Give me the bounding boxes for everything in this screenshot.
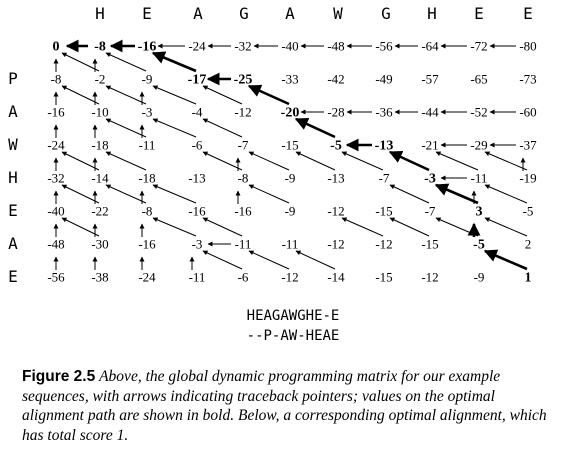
- diagonal-arrow-icon: [436, 185, 478, 203]
- score-cell: 1: [524, 270, 532, 286]
- score-cell: -80: [519, 38, 537, 54]
- x-seq-letter: E: [142, 4, 152, 23]
- diagonal-arrow-icon: [62, 185, 99, 203]
- diagonal-arrow-icon: [249, 185, 289, 203]
- score-cell: -24: [138, 269, 156, 285]
- diagonal-arrow-icon: [485, 185, 527, 203]
- x-seq-letter: G: [381, 4, 391, 23]
- diagonal-arrow-icon: [62, 86, 99, 104]
- score-cell: -30: [91, 236, 109, 252]
- diagonal-arrow-icon: [106, 119, 146, 137]
- score-cell: -65: [470, 71, 488, 87]
- score-cell: -13: [374, 138, 394, 154]
- y-seq-letter: A: [8, 234, 18, 253]
- score-cell: -42: [327, 71, 345, 87]
- score-cell: -16: [47, 104, 65, 120]
- figure-caption: [22, 367, 556, 445]
- score-cell: -40: [47, 203, 65, 219]
- score-cell: -32: [234, 38, 252, 54]
- diagonal-arrow-icon: [390, 152, 429, 170]
- diagonal-arrow-icon: [390, 218, 429, 236]
- score-cell: -56: [47, 269, 65, 285]
- score-cell: -12: [327, 203, 345, 219]
- diagonal-arrow-icon: [153, 53, 196, 71]
- score-cell: -19: [519, 170, 537, 186]
- score-cell: -3: [424, 171, 436, 187]
- diagonal-arrow-icon: [390, 185, 429, 203]
- x-seq-letter: G: [239, 4, 249, 23]
- score-cell: -6: [237, 269, 249, 285]
- y-seq-letter: W: [8, 135, 18, 154]
- score-cell: -12: [375, 236, 393, 252]
- score-cell: -11: [470, 170, 488, 186]
- score-cell: -12: [234, 104, 252, 120]
- score-cell: -16: [234, 203, 252, 219]
- score-cell: -3: [141, 104, 153, 120]
- diagonal-arrow-icon: [296, 251, 335, 269]
- score-cell: -11: [188, 269, 206, 285]
- y-seq-letter: E: [8, 201, 18, 220]
- diagonal-arrow-icon: [153, 218, 196, 236]
- diagonal-arrow-icon: [436, 218, 478, 236]
- score-cell: -10: [91, 104, 109, 120]
- diagonal-arrow-icon: [203, 218, 242, 236]
- score-cell: 0: [52, 39, 60, 55]
- optimal-alignment: [0, 306, 576, 346]
- score-cell: -3: [191, 236, 203, 252]
- diagonal-arrow-icon: [203, 119, 242, 137]
- diagonal-arrow-icon: [203, 86, 242, 104]
- diagonal-arrow-icon: [106, 86, 146, 104]
- score-cells: [47, 39, 537, 286]
- score-cell: -14: [91, 170, 109, 186]
- score-cell: -25: [233, 72, 253, 88]
- score-cell: -52: [470, 104, 488, 120]
- figure-label: Figure 2.5: [22, 368, 96, 385]
- alignment-line-2: --P-AW-HEAE: [246, 328, 340, 344]
- score-cell: -8: [237, 170, 249, 186]
- score-cell: -5: [522, 203, 534, 219]
- x-seq-letter: E: [523, 4, 533, 23]
- score-cell: -32: [47, 170, 65, 186]
- x-seq-letter: E: [474, 4, 484, 23]
- score-cell: -16: [138, 236, 156, 252]
- score-cell: -13: [188, 170, 206, 186]
- score-cell: -72: [470, 38, 488, 54]
- score-cell: -8: [141, 203, 153, 219]
- y-seq-letter: H: [8, 168, 18, 187]
- diagonal-arrow-icon: [62, 53, 99, 71]
- score-cell: -21: [421, 137, 439, 153]
- caption-text: Above, the global dynamic programming matrix for our example sequences, with arrows indicating traceback pointers; values on the optimal alignment path are shown in bold. Below, a corresponding optimal alignment, which has total score 1.: [22, 368, 547, 444]
- score-cell: -16: [188, 203, 206, 219]
- score-cell: -73: [519, 71, 537, 87]
- score-cell: -18: [91, 137, 109, 153]
- score-cell: -15: [375, 203, 393, 219]
- y-sequence-header: [8, 69, 18, 286]
- diagonal-arrow-icon: [153, 119, 196, 137]
- score-cell: -24: [47, 137, 65, 153]
- score-cell: -8: [50, 71, 62, 87]
- score-cell: -33: [281, 71, 299, 87]
- score-cell: -38: [91, 269, 109, 285]
- y-seq-letter: P: [8, 69, 18, 88]
- diagonal-arrow-icon: [106, 53, 146, 71]
- diagonal-arrow-icon: [62, 218, 99, 236]
- score-cell: -29: [470, 137, 488, 153]
- score-cell: -48: [47, 236, 65, 252]
- score-cell: -37: [519, 137, 537, 153]
- score-cell: -5: [330, 138, 342, 154]
- x-seq-letter: A: [285, 4, 295, 23]
- score-cell: -6: [191, 137, 203, 153]
- score-cell: 2: [524, 236, 532, 252]
- diagonal-arrow-icon: [203, 251, 242, 269]
- score-cell: -15: [375, 269, 393, 285]
- score-cell: -11: [234, 236, 252, 252]
- score-cell: -7: [378, 170, 390, 186]
- x-seq-letter: H: [95, 4, 105, 23]
- x-seq-letter: W: [333, 4, 343, 23]
- diagonal-arrow-icon: [203, 152, 242, 170]
- score-cell: -13: [327, 170, 345, 186]
- score-cell: -60: [519, 104, 537, 120]
- score-cell: -57: [421, 71, 439, 87]
- diagonal-arrow-icon: [106, 185, 146, 203]
- score-cell: -22: [91, 203, 109, 219]
- alignment-line-1: HEAGAWGHE-E: [246, 308, 340, 324]
- x-seq-letter: A: [193, 4, 203, 23]
- score-cell: -64: [421, 38, 439, 54]
- diagonal-arrow-icon: [342, 152, 383, 170]
- diagonal-arrow-icon: [62, 152, 99, 170]
- score-cell: -14: [327, 269, 345, 285]
- x-seq-letter: H: [427, 4, 437, 23]
- score-cell: -44: [421, 104, 439, 120]
- score-cell: -7: [237, 137, 249, 153]
- y-seq-letter: E: [8, 267, 18, 286]
- score-cell: -16: [137, 39, 157, 55]
- score-cell: -28: [327, 104, 345, 120]
- score-cell: 3: [475, 204, 483, 220]
- score-cell: -36: [375, 104, 393, 120]
- diagonal-arrow-icon: [296, 152, 335, 170]
- diagonal-arrow-icon: [485, 152, 527, 170]
- score-cell: -4: [191, 104, 203, 120]
- score-cell: -11: [281, 236, 299, 252]
- score-cell: -15: [281, 137, 299, 153]
- score-cell: -7: [424, 203, 436, 219]
- diagonal-arrow-icon: [153, 185, 196, 203]
- diagonal-arrow-icon: [485, 218, 527, 236]
- score-cell: -9: [473, 269, 485, 285]
- score-cell: -9: [284, 170, 296, 186]
- diagonal-arrow-icon: [342, 218, 383, 236]
- score-cell: -2: [94, 71, 106, 87]
- score-cell: -56: [375, 38, 393, 54]
- y-seq-letter: A: [8, 102, 18, 121]
- diagonal-arrow-icon: [153, 86, 196, 104]
- score-cell: -40: [281, 38, 299, 54]
- score-cell: -8: [94, 39, 106, 55]
- score-cell: -11: [138, 137, 156, 153]
- diagonal-arrow-icon: [249, 152, 289, 170]
- score-cell: -49: [375, 71, 393, 87]
- score-cell: -12: [327, 236, 345, 252]
- diagonal-arrow-icon: [485, 251, 527, 269]
- score-cell: -15: [421, 236, 439, 252]
- score-cell: -24: [188, 38, 206, 54]
- score-cell: -18: [138, 170, 156, 186]
- score-cell: -9: [141, 71, 153, 87]
- score-cell: -5: [473, 237, 485, 253]
- score-cell: -12: [421, 269, 439, 285]
- diagonal-arrow-icon: [296, 119, 335, 137]
- diagonal-arrow-icon: [106, 152, 146, 170]
- score-cell: -9: [284, 203, 296, 219]
- diagonal-arrow-icon: [249, 251, 289, 269]
- diagonal-arrow-icon: [436, 152, 478, 170]
- score-cell: -20: [280, 105, 300, 121]
- score-cell: -17: [187, 72, 207, 88]
- x-sequence-header: [95, 4, 533, 23]
- score-cell: -12: [281, 269, 299, 285]
- diagonal-arrow-icon: [249, 86, 289, 104]
- score-cell: -48: [327, 38, 345, 54]
